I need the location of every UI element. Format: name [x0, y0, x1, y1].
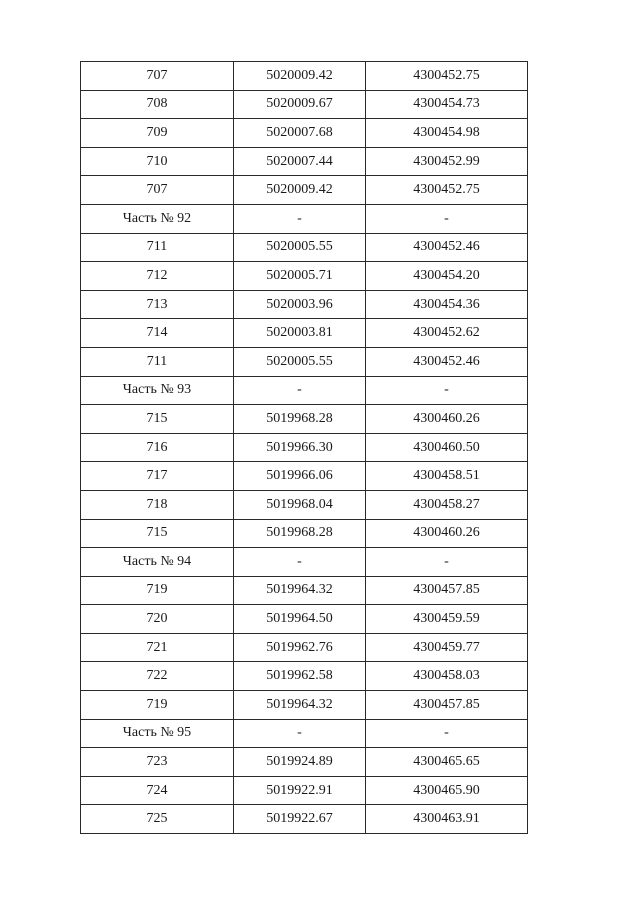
point-number-cell: 724 — [81, 776, 234, 805]
table-row — [81, 633, 528, 662]
x-coordinate-cell: 5019968.28 — [234, 519, 366, 548]
y-coordinate-cell: 4300459.59 — [366, 605, 528, 634]
table-row — [81, 805, 528, 834]
point-number-cell: 714 — [81, 319, 234, 348]
x-coordinate-cell: 5020005.55 — [234, 347, 366, 376]
x-coordinate-cell: 5020005.71 — [234, 262, 366, 291]
coordinates-table-body — [81, 62, 528, 834]
table-row — [81, 147, 528, 176]
point-number-cell: 725 — [81, 805, 234, 834]
x-coordinate-cell: 5019962.58 — [234, 662, 366, 691]
point-number-cell: 715 — [81, 519, 234, 548]
y-coordinate-cell: 4300454.98 — [366, 119, 528, 148]
y-coordinate-cell: 4300452.75 — [366, 176, 528, 205]
x-coordinate-cell: 5019964.50 — [234, 605, 366, 634]
x-coordinate-cell: 5019964.32 — [234, 691, 366, 720]
x-coordinate-cell: 5019968.04 — [234, 490, 366, 519]
section-label-cell: Часть № 95 — [81, 719, 234, 748]
x-coordinate-cell: 5019968.28 — [234, 405, 366, 434]
table-row — [81, 262, 528, 291]
x-coordinate-cell: 5019962.76 — [234, 633, 366, 662]
table-row — [81, 605, 528, 634]
table-row — [81, 748, 528, 777]
x-coordinate-cell: 5020003.81 — [234, 319, 366, 348]
y-coordinate-cell: 4300454.20 — [366, 262, 528, 291]
point-number-cell: 720 — [81, 605, 234, 634]
y-coordinate-cell: 4300465.65 — [366, 748, 528, 777]
point-number-cell: 719 — [81, 576, 234, 605]
y-coordinate-cell: 4300458.51 — [366, 462, 528, 491]
table-row — [81, 462, 528, 491]
coordinates-table — [80, 61, 528, 834]
table-row — [81, 319, 528, 348]
y-coordinate-cell: 4300458.03 — [366, 662, 528, 691]
table-row — [81, 347, 528, 376]
y-coordinate-cell: 4300457.85 — [366, 691, 528, 720]
y-coordinate-cell: 4300460.26 — [366, 519, 528, 548]
table-row — [81, 662, 528, 691]
y-coordinate-cell: 4300458.27 — [366, 490, 528, 519]
y-coordinate-cell: 4300457.85 — [366, 576, 528, 605]
point-number-cell: 713 — [81, 290, 234, 319]
point-number-cell: 707 — [81, 62, 234, 91]
section-header-row — [81, 376, 528, 405]
x-coordinate-cell: - — [234, 548, 366, 577]
table-row — [81, 62, 528, 91]
x-coordinate-cell: 5020009.42 — [234, 62, 366, 91]
y-coordinate-cell: - — [366, 548, 528, 577]
x-coordinate-cell: 5019922.91 — [234, 776, 366, 805]
point-number-cell: 721 — [81, 633, 234, 662]
x-coordinate-cell: - — [234, 376, 366, 405]
x-coordinate-cell: 5020009.42 — [234, 176, 366, 205]
table-row — [81, 176, 528, 205]
x-coordinate-cell: 5020003.96 — [234, 290, 366, 319]
point-number-cell: 712 — [81, 262, 234, 291]
section-header-row — [81, 204, 528, 233]
y-coordinate-cell: 4300452.75 — [366, 62, 528, 91]
table-row — [81, 405, 528, 434]
point-number-cell: 708 — [81, 90, 234, 119]
section-label-cell: Часть № 93 — [81, 376, 234, 405]
section-header-row — [81, 719, 528, 748]
x-coordinate-cell: 5019924.89 — [234, 748, 366, 777]
point-number-cell: 716 — [81, 433, 234, 462]
x-coordinate-cell: 5019966.30 — [234, 433, 366, 462]
x-coordinate-cell: 5019922.67 — [234, 805, 366, 834]
point-number-cell: 710 — [81, 147, 234, 176]
x-coordinate-cell: - — [234, 719, 366, 748]
y-coordinate-cell: - — [366, 719, 528, 748]
y-coordinate-cell: 4300452.46 — [366, 347, 528, 376]
point-number-cell: 715 — [81, 405, 234, 434]
section-label-cell: Часть № 92 — [81, 204, 234, 233]
y-coordinate-cell: 4300465.90 — [366, 776, 528, 805]
point-number-cell: 717 — [81, 462, 234, 491]
x-coordinate-cell: 5020007.44 — [234, 147, 366, 176]
table-row — [81, 691, 528, 720]
y-coordinate-cell: 4300463.91 — [366, 805, 528, 834]
x-coordinate-cell: - — [234, 204, 366, 233]
x-coordinate-cell: 5020009.67 — [234, 90, 366, 119]
table-row — [81, 776, 528, 805]
x-coordinate-cell: 5019964.32 — [234, 576, 366, 605]
point-number-cell: 718 — [81, 490, 234, 519]
table-row — [81, 433, 528, 462]
x-coordinate-cell: 5019966.06 — [234, 462, 366, 491]
table-row — [81, 290, 528, 319]
y-coordinate-cell: 4300460.50 — [366, 433, 528, 462]
point-number-cell: 723 — [81, 748, 234, 777]
x-coordinate-cell: 5020005.55 — [234, 233, 366, 262]
table-row — [81, 119, 528, 148]
table-row — [81, 519, 528, 548]
point-number-cell: 711 — [81, 233, 234, 262]
y-coordinate-cell: - — [366, 376, 528, 405]
y-coordinate-cell: - — [366, 204, 528, 233]
table-row — [81, 576, 528, 605]
point-number-cell: 722 — [81, 662, 234, 691]
x-coordinate-cell: 5020007.68 — [234, 119, 366, 148]
point-number-cell: 711 — [81, 347, 234, 376]
y-coordinate-cell: 4300452.62 — [366, 319, 528, 348]
y-coordinate-cell: 4300452.99 — [366, 147, 528, 176]
y-coordinate-cell: 4300460.26 — [366, 405, 528, 434]
y-coordinate-cell: 4300454.73 — [366, 90, 528, 119]
table-row — [81, 90, 528, 119]
point-number-cell: 707 — [81, 176, 234, 205]
table-row — [81, 490, 528, 519]
section-header-row — [81, 548, 528, 577]
section-label-cell: Часть № 94 — [81, 548, 234, 577]
y-coordinate-cell: 4300454.36 — [366, 290, 528, 319]
point-number-cell: 709 — [81, 119, 234, 148]
point-number-cell: 719 — [81, 691, 234, 720]
table-row — [81, 233, 528, 262]
y-coordinate-cell: 4300459.77 — [366, 633, 528, 662]
y-coordinate-cell: 4300452.46 — [366, 233, 528, 262]
